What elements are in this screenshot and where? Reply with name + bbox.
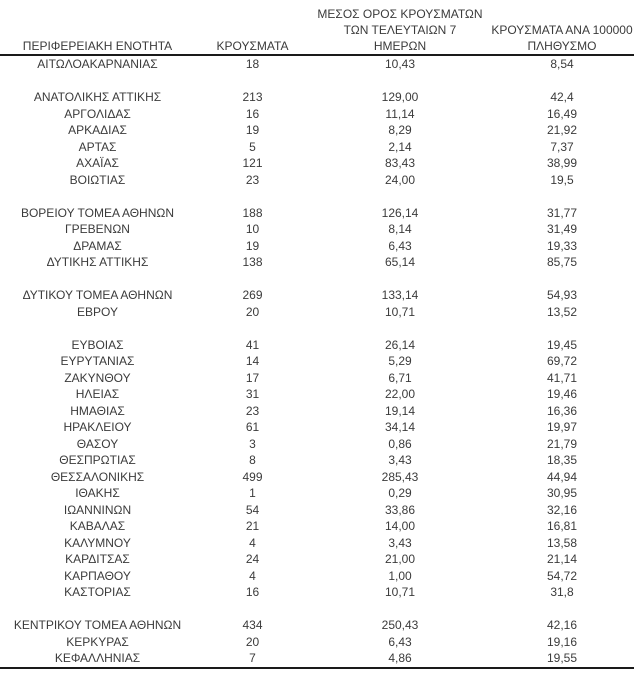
per100k-cell: 16,81 [546, 519, 578, 533]
table-row [0, 139, 634, 156]
per100k-cell: 85,75 [546, 255, 578, 269]
region-cell: ΙΘΑΚΗΣ [75, 486, 120, 500]
avg7-cell: 83,43 [384, 156, 416, 170]
per100k-cell: 30,95 [546, 486, 578, 500]
avg7-cell: 6,43 [388, 634, 412, 649]
per100k-cell: 19,46 [546, 387, 578, 401]
region-cell: ΑΡΤΑΣ [78, 139, 117, 154]
region-cell: ΔΡΑΜΑΣ [73, 238, 122, 253]
per100k-cell: 18,35 [546, 453, 578, 467]
cases-cell: 213 [242, 90, 263, 104]
region-cell: ΙΩΑΝΝΙΝΩΝ [63, 502, 132, 517]
per100k-cell: 44,94 [546, 469, 578, 484]
cases-cell: 20 [245, 634, 260, 649]
per100k-cell: 31,77 [546, 205, 578, 220]
table-row [0, 353, 634, 370]
per100k-cell: 13,52 [546, 304, 578, 319]
table-row [0, 403, 634, 420]
region-cell: ΑΙΤΩΛΟΑΚΑΡΝΑΝΙΑΣ [37, 57, 158, 71]
avg7-cell: 34,14 [384, 420, 416, 434]
table-row [0, 238, 634, 255]
cases-cell: 20 [245, 304, 260, 319]
cases-cell: 10 [245, 222, 260, 236]
per100k-cell: 31,49 [546, 222, 578, 236]
avg7-cell: 10,71 [384, 585, 416, 599]
table-header-row [0, 0, 634, 56]
table-row [0, 155, 634, 172]
cases-cell: 121 [242, 156, 263, 170]
spacer-row [0, 271, 634, 288]
header-cases [195, 38, 310, 54]
table-row [0, 419, 634, 436]
avg7-cell: 3,43 [388, 535, 412, 550]
header-avg7 [310, 6, 490, 54]
table-row [0, 221, 634, 238]
table-row [0, 436, 634, 453]
region-cell: ΕΒΡΟΥ [77, 304, 118, 319]
table-row [0, 584, 634, 601]
avg7-cell: 5,29 [388, 354, 412, 368]
header-per100k-line2: ΠΛΗΘΥΣΜΟ [527, 39, 597, 53]
region-cell: ΔΥΤΙΚΟΥ ΤΟΜΕΑ ΑΘΗΝΩΝ [22, 288, 173, 302]
avg7-cell: 14,00 [384, 519, 416, 533]
per100k-cell: 19,45 [546, 337, 578, 352]
table-row [0, 254, 634, 271]
cases-cell: 21 [245, 519, 260, 533]
cases-cell: 8 [249, 453, 256, 467]
table-row [0, 568, 634, 585]
region-cell: ΕΥΒΟΙΑΣ [71, 337, 124, 352]
per100k-cell: 19,5 [550, 172, 574, 187]
avg7-cell: 8,14 [388, 222, 412, 236]
cases-cell: 269 [242, 288, 263, 302]
avg7-cell: 4,86 [388, 651, 412, 665]
table-row [0, 650, 634, 667]
per100k-cell: 21,14 [546, 552, 578, 566]
avg7-cell: 10,43 [384, 57, 416, 71]
cases-cell: 16 [245, 585, 260, 599]
region-cell: ΚΑΡΠΑΘΟΥ [64, 568, 131, 583]
region-cell: ΚΕΝΤΡΙΚΟΥ ΤΟΜΕΑ ΑΘΗΝΩΝ [13, 618, 182, 632]
spacer-row [0, 601, 634, 618]
cases-cell: 188 [242, 205, 263, 220]
per100k-cell: 41,71 [546, 370, 578, 385]
per100k-cell: 19,55 [546, 651, 578, 665]
table-row [0, 370, 634, 387]
table-row [0, 617, 634, 634]
header-region-label: ΠΕΡΙΦΕΡΕΙΑΚΗ ΕΝΟΤΗΤΑ [22, 39, 173, 53]
avg7-cell: 1,00 [388, 568, 412, 583]
table-body [0, 56, 634, 669]
avg7-cell: 250,43 [381, 618, 419, 632]
header-avg7-line1: ΜΕΣΟΣ ΟΡΟΣ ΚΡΟΥΣΜΑΤΩΝ [317, 7, 483, 21]
table-row [0, 502, 634, 519]
header-cases-label: ΚΡΟΥΣΜΑΤΑ [216, 39, 289, 53]
cases-cell: 23 [245, 403, 260, 418]
table-row [0, 485, 634, 502]
avg7-cell: 129,00 [381, 90, 419, 104]
per100k-cell: 42,16 [546, 618, 578, 632]
region-cell: ΒΟΙΩΤΙΑΣ [69, 172, 126, 187]
per100k-cell: 21,79 [546, 436, 578, 451]
region-cell: ΗΜΑΘΙΑΣ [70, 403, 125, 418]
table-row [0, 89, 634, 106]
header-avg7-line2: ΤΩΝ ΤΕΛΕΥΤΑΙΩΝ 7 [343, 23, 457, 37]
avg7-cell: 8,29 [388, 123, 412, 137]
header-per100k-line1: ΚΡΟΥΣΜΑΤΑ ΑΝΑ 100000 [491, 23, 633, 37]
region-cell: ΕΥΡΥΤΑΝΙΑΣ [60, 354, 135, 368]
cases-cell: 41 [245, 337, 260, 352]
per100k-cell: 69,72 [546, 354, 578, 368]
region-cell: ΚΑΣΤΟΡΙΑΣ [64, 585, 131, 599]
cases-cell: 3 [249, 436, 256, 451]
per100k-cell: 8,54 [550, 57, 574, 71]
avg7-cell: 133,14 [381, 288, 419, 302]
cases-cell: 18 [245, 57, 260, 71]
header-region [0, 38, 195, 54]
per100k-cell: 7,37 [550, 139, 574, 154]
avg7-cell: 0,29 [388, 486, 412, 500]
cases-cell: 23 [245, 172, 260, 187]
cases-cell: 16 [245, 106, 260, 121]
cases-cell: 19 [245, 123, 260, 137]
table-row [0, 469, 634, 486]
per100k-cell: 42,4 [550, 90, 574, 104]
region-cell: ΑΡΚΑΔΙΑΣ [68, 123, 127, 137]
cases-cell: 7 [249, 651, 256, 665]
table-row [0, 56, 634, 73]
region-cell: ΘΕΣΠΡΩΤΙΑΣ [59, 453, 136, 467]
cases-cell: 14 [245, 354, 260, 368]
per100k-cell: 21,92 [546, 123, 578, 137]
header-avg7-line3: ΗΜΕΡΩΝ [373, 39, 427, 53]
spacer-row [0, 320, 634, 337]
region-cell: ΚΕΦΑΛΛΗΝΙΑΣ [54, 651, 141, 665]
region-cell: ΑΡΓΟΛΙΔΑΣ [64, 106, 131, 121]
avg7-cell: 0,86 [388, 436, 412, 451]
per100k-cell: 54,93 [546, 288, 578, 302]
region-cell: ΗΡΑΚΛΕΙΟΥ [63, 420, 132, 434]
table-row [0, 518, 634, 535]
table-row [0, 634, 634, 651]
region-cell: ΚΑΒΑΛΑΣ [69, 519, 126, 533]
per100k-cell: 54,72 [546, 568, 578, 583]
per100k-cell: 19,33 [546, 238, 578, 253]
region-cell: ΒΟΡΕΙΟΥ ΤΟΜΕΑ ΑΘΗΝΩΝ [20, 205, 175, 220]
table-row [0, 205, 634, 222]
table-row [0, 304, 634, 321]
per100k-cell: 16,49 [546, 106, 578, 121]
per100k-cell: 32,16 [546, 502, 578, 517]
per100k-cell: 19,97 [546, 420, 578, 434]
table-row [0, 535, 634, 552]
region-cell: ΗΛΕΙΑΣ [75, 387, 120, 401]
region-cell: ΘΑΣΟΥ [76, 436, 119, 451]
avg7-cell: 24,00 [384, 172, 416, 187]
table-row [0, 452, 634, 469]
per100k-cell: 16,36 [546, 403, 578, 418]
cases-cell: 138 [242, 255, 263, 269]
region-cell: ΑΧΑΪΑΣ [76, 156, 119, 170]
per100k-cell: 38,99 [546, 156, 578, 170]
avg7-cell: 285,43 [381, 469, 419, 484]
cases-cell: 19 [245, 238, 260, 253]
cases-cell: 5 [249, 139, 256, 154]
table-row [0, 337, 634, 354]
table-row [0, 551, 634, 568]
cases-cell: 1 [249, 486, 256, 500]
table-row [0, 172, 634, 189]
cases-cell: 61 [245, 420, 260, 434]
region-cell: ΘΕΣΣΑΛΟΝΙΚΗΣ [50, 469, 145, 484]
avg7-cell: 11,14 [385, 106, 415, 121]
region-cell: ΚΑΛΥΜΝΟΥ [64, 535, 131, 550]
per100k-cell: 19,16 [546, 634, 578, 649]
cases-cell: 17 [245, 370, 260, 385]
spacer-row [0, 188, 634, 205]
avg7-cell: 10,71 [384, 304, 416, 319]
cases-cell: 54 [245, 502, 260, 517]
avg7-cell: 126,14 [381, 205, 419, 220]
avg7-cell: 26,14 [384, 337, 416, 352]
avg7-cell: 65,14 [384, 255, 416, 269]
region-cell: ΓΡΕΒΕΝΩΝ [65, 222, 130, 236]
table-row [0, 122, 634, 139]
avg7-cell: 6,71 [388, 370, 412, 385]
header-per100k [490, 22, 634, 54]
avg7-cell: 33,86 [384, 502, 416, 517]
table-row [0, 106, 634, 123]
cases-cell: 31 [245, 387, 260, 401]
avg7-cell: 6,43 [388, 238, 412, 253]
cases-cell: 499 [242, 469, 263, 484]
region-cell: ΔΥΤΙΚΗΣ ΑΤΤΙΚΗΣ [46, 255, 149, 269]
avg7-cell: 3,43 [388, 453, 412, 467]
cases-cell: 4 [249, 568, 256, 583]
region-cell: ΚΑΡΔΙΤΣΑΣ [65, 552, 130, 566]
avg7-cell: 21,00 [384, 552, 416, 566]
cases-cell: 4 [249, 535, 256, 550]
region-cell: ΖΑΚΥΝΘΟΥ [64, 370, 131, 385]
per100k-cell: 31,8 [550, 585, 574, 599]
spacer-row [0, 73, 634, 90]
avg7-cell: 22,00 [384, 387, 416, 401]
cases-cell: 434 [242, 618, 263, 632]
per100k-cell: 13,58 [546, 535, 578, 550]
table-row [0, 287, 634, 304]
region-cell: ΚΕΡΚΥΡΑΣ [66, 634, 129, 649]
avg7-cell: 19,14 [384, 403, 416, 418]
avg7-cell: 2,14 [388, 139, 412, 154]
table-row [0, 386, 634, 403]
region-cell: ΑΝΑΤΟΛΙΚΗΣ ΑΤΤΙΚΗΣ [33, 90, 162, 104]
cases-cell: 24 [245, 552, 260, 566]
